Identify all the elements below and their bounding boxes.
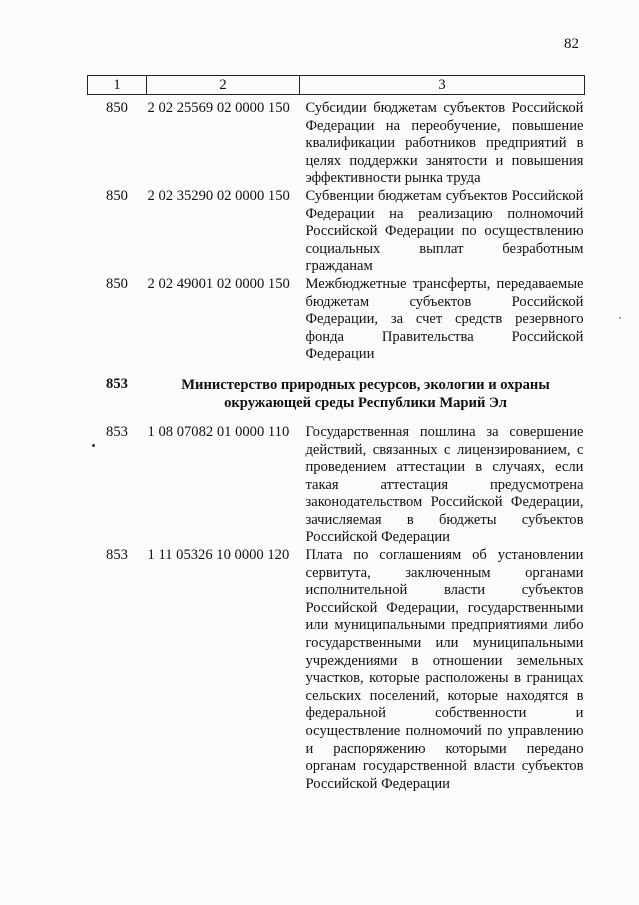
revenue-code-table (87, 75, 585, 793)
admin-code: 850 (106, 187, 128, 204)
ministry-heading-row (88, 364, 585, 424)
header-col-2: 2 (147, 76, 300, 95)
admin-code: 853 (106, 423, 128, 440)
admin-code: 850 (106, 100, 128, 116)
table-row (88, 188, 585, 276)
budget-classification-code: 1 08 07082 01 0000 110 (147, 423, 290, 440)
revenue-description: Государственная пошлина за совершение действий, связанных с лицензированием, с проведением аттестации в случаях, если такая аттестация предусмотрена законодательством Российской Федерации, зачисляемая в бюджеты субъектов Российской Федерации (305, 423, 584, 546)
budget-classification-code: 2 02 49001 02 0000 150 (147, 275, 290, 292)
revenue-description: Плата по соглашениям об установлении сервитута, заключенным органами исполнительной власти субъектов Российской Федерации, государственными или муниципальными предприятиями либо государственными или муниципальными учреждениями в отношении земельных участков, которые расположены в границах сельских поселений, которые находятся в федеральной собственности и осуществление полномочий по управлению и распоряжению которыми передано органам государственной власти субъектов Российской Федерации (305, 547, 584, 792)
budget-classification-code: 2 02 35290 02 0000 150 (147, 187, 290, 204)
table-header (88, 76, 585, 95)
header-col-1: 1 (88, 76, 147, 95)
scan-mark (619, 317, 621, 319)
budget-classification-code: 2 02 25569 02 0000 150 (147, 100, 290, 116)
table-row (88, 95, 585, 188)
admin-code: 853 (106, 547, 128, 564)
scan-mark (92, 444, 95, 447)
revenue-description: Субвенции бюджетам субъектов Российской Федерации на реализацию полномочий Российской Федерации по осуществлению социальных выплат безработным гражданам (305, 187, 584, 275)
revenue-description: Межбюджетные трансферты, передаваемые бюджетам субъектов Российской Федерации, за счет средств резервного фонда Правительства Российской Федерации (305, 275, 584, 363)
revenue-description: Субсидии бюджетам субъектов Российской Федерации на переобучение, повышение квалификации работников предприятий в целях поддержки занятости и повышения эффективности рынка труда (305, 100, 584, 187)
ministry-title: Министерство природных ресурсов, экологии и охраны окружающей среды Республики Марий Эл (181, 376, 550, 411)
page-number: 82 (564, 36, 579, 52)
table-row (88, 547, 585, 793)
table-row (88, 276, 585, 364)
admin-code: 850 (106, 275, 128, 292)
header-col-3: 3 (300, 76, 585, 95)
budget-classification-code: 1 11 05326 10 0000 120 (147, 547, 290, 564)
table-row (88, 424, 585, 547)
ministry-code: 853 (106, 375, 128, 392)
